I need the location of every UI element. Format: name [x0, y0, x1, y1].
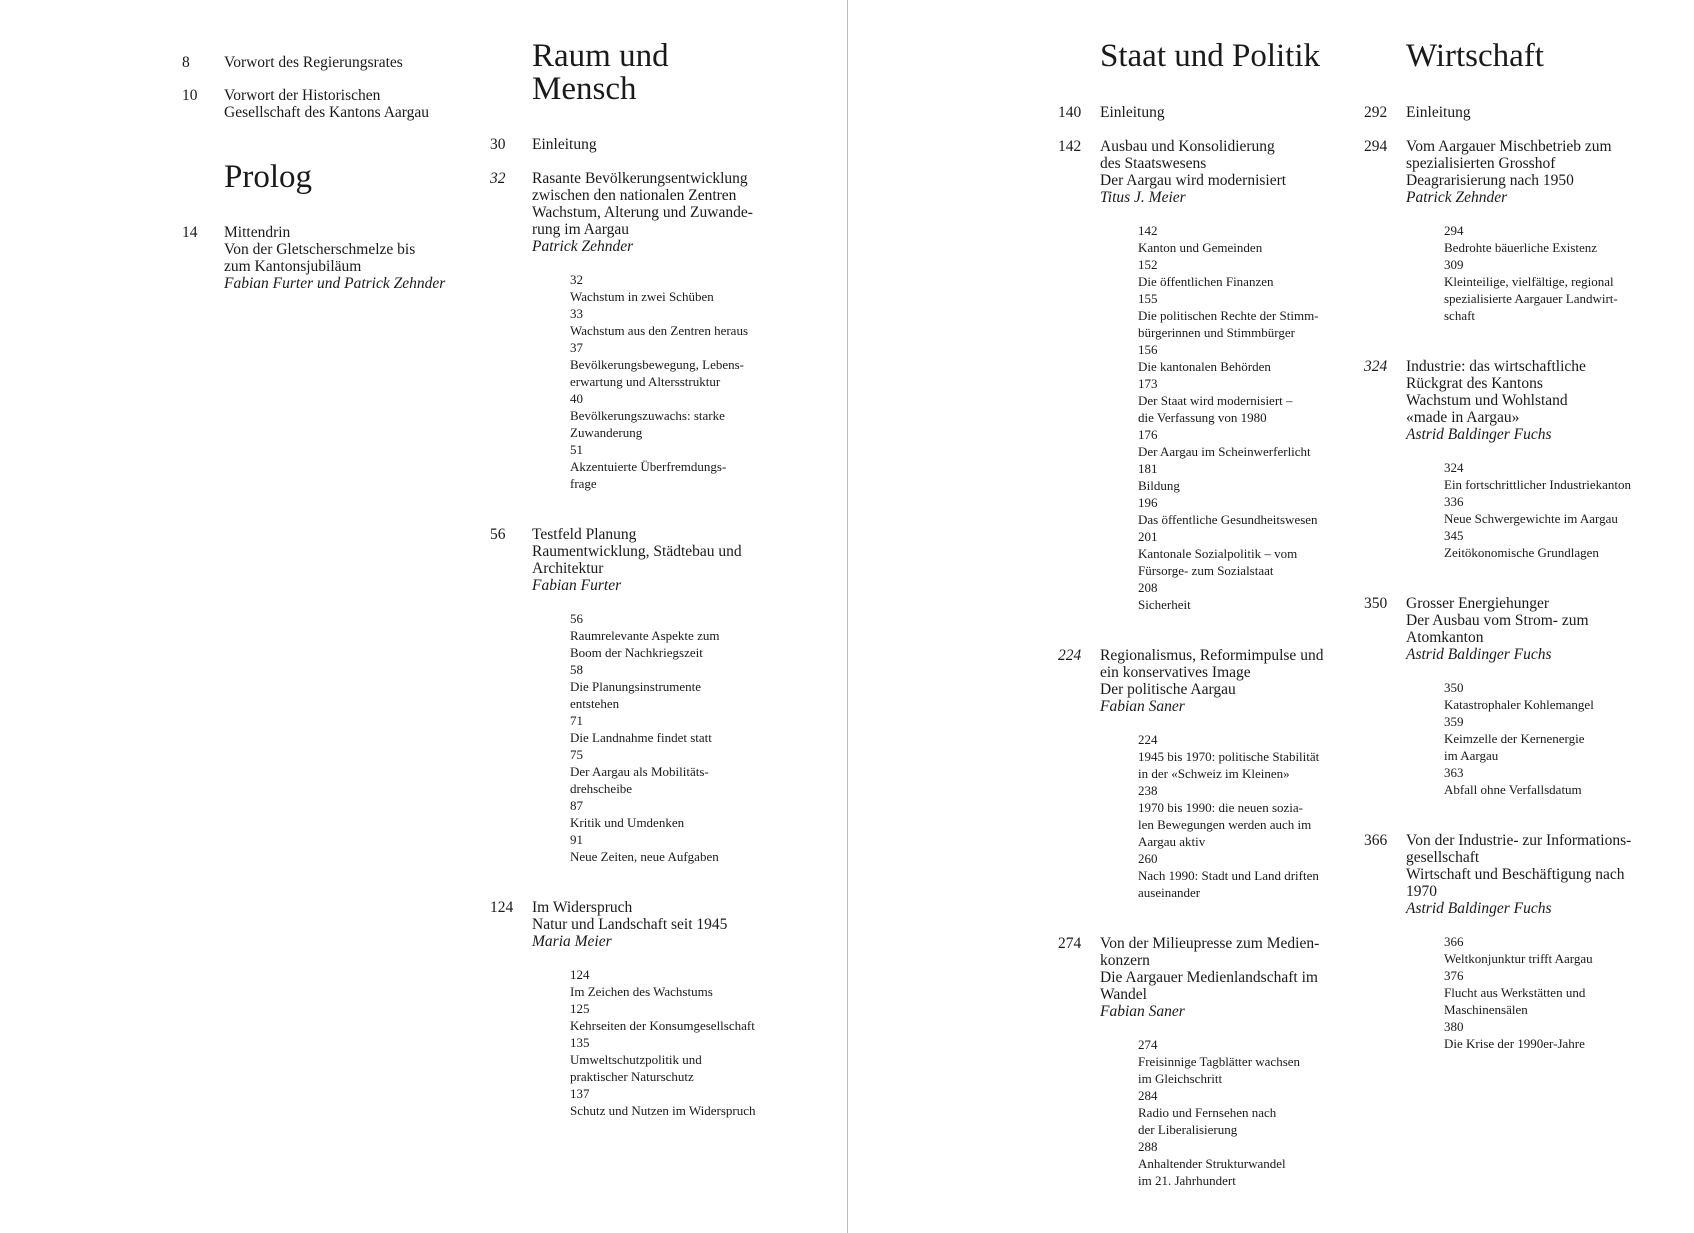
subsection-item[interactable]: 137 Schutz und Nutzen im Widerspruch: [570, 1086, 756, 1118]
subsection-item[interactable]: 155 Die politischen Rechte der Stimm- bürgerinnen und Stimmbürger: [1138, 291, 1319, 340]
subsection-item[interactable]: 58 Die Planungsinstrumente entstehen: [570, 662, 702, 711]
subsection-item[interactable]: 260 Nach 1990: Stadt und Land driften auseinander: [1138, 851, 1319, 900]
subsection-list: [1444, 933, 1668, 1052]
subsection-item[interactable]: 37 Bevölkerungsbewegung, Lebens- erwartung und Altersstruktur: [570, 340, 745, 389]
subsection-item[interactable]: 173 Der Staat wird modernisiert – die Verfassung von 1980: [1138, 376, 1293, 425]
page-number: 56: [490, 526, 506, 543]
section-heading: Staat und Politik: [1100, 38, 1321, 74]
subsection-item[interactable]: 336 Neue Schwergewichte im Aargau: [1444, 494, 1618, 526]
subsection-item[interactable]: 87 Kritik und Umdenken: [570, 798, 685, 830]
subsection-item[interactable]: 75 Der Aargau als Mobilitäts- drehscheibe: [570, 747, 709, 796]
subsection-list: [1444, 222, 1668, 324]
subsection-item[interactable]: 51 Akzentuierte Überfremdungs- frage: [570, 442, 727, 491]
subsection-item[interactable]: 324 Ein fortschrittlicher Industriekanton: [1444, 460, 1632, 492]
subsection-item[interactable]: 156 Die kantonalen Behörden: [1138, 342, 1271, 374]
subsection-item[interactable]: 125 Kehrseiten der Konsumgesellschaft: [570, 1001, 755, 1033]
column-prolog: [182, 0, 474, 292]
subsection-list: [1138, 731, 1360, 901]
subsection-item[interactable]: 181 Bildung: [1138, 461, 1180, 493]
entry-author: Maria Meier: [532, 933, 612, 950]
subsection-list: [1138, 1036, 1360, 1189]
subsection-item[interactable]: 196 Das öffentliche Gesundheitswesen: [1138, 495, 1318, 527]
subsection-list: [1444, 679, 1668, 798]
entry-title: Rasante Bevölkerungsentwicklung zwischen den nationalen Zentren Wachstum, Alterung und Zuwande- rung im Aargau: [532, 170, 753, 238]
entry-title: Von der Milieupresse zum Medien- konzern Die Aargauer Medienlandschaft im Wandel: [1100, 935, 1320, 1003]
subsection-item[interactable]: 32 Wachstum in zwei Schüben: [570, 272, 714, 304]
subsection-item[interactable]: 274 Freisinnige Tagblätter wachsen im Gleichschritt: [1138, 1037, 1301, 1086]
subsection-item[interactable]: 142 Kanton und Gemeinden: [1138, 223, 1263, 255]
entry-title: Einleitung: [532, 136, 597, 153]
subsection-item[interactable]: 91 Neue Zeiten, neue Aufgaben: [570, 832, 719, 864]
subsection-list: [1138, 222, 1360, 613]
column-wirtschaft: [1364, 0, 1668, 1052]
toc-entry[interactable]: [182, 87, 474, 121]
subsection-item[interactable]: 135 Umweltschutzpolitik und praktischer Naturschutz: [570, 1035, 702, 1084]
entry-title: Testfeld Planung Raumentwicklung, Städtebau und Architektur: [532, 526, 742, 577]
subsection-item[interactable]: 33 Wachstum aus den Zentren heraus: [570, 306, 749, 338]
subsection-item[interactable]: 294 Bedrohte bäuerliche Existenz: [1444, 223, 1598, 255]
subsection-item[interactable]: 363 Abfall ohne Verfallsdatum: [1444, 765, 1582, 797]
subsection-item[interactable]: 56 Raumrelevante Aspekte zum Boom der Nachkriegszeit: [570, 611, 720, 660]
entry-title: Regionalismus, Reformimpulse und ein konservatives Image Der politische Aargau: [1100, 647, 1324, 698]
entry-author: Astrid Baldinger Fuchs: [1406, 426, 1552, 443]
column-raum-und-mensch: [490, 0, 802, 1119]
entry-author: Fabian Furter und Patrick Zehnder: [224, 275, 446, 292]
entry-author: Fabian Saner: [1100, 698, 1185, 715]
subsection-list: [570, 610, 802, 865]
section-heading: Raum und Mensch: [532, 38, 669, 107]
entry-title: Einleitung: [1406, 104, 1471, 121]
subsection-list: [570, 966, 802, 1119]
entry-title: Vorwort der Historischen Gesellschaft des Kantons Aargau: [224, 87, 430, 121]
subsection-item[interactable]: 238 1970 bis 1990: die neuen sozia- len Bewegungen werden auch im Aargau aktiv: [1138, 783, 1312, 849]
toc-entry[interactable]: [1364, 104, 1668, 121]
page-number: 324: [1364, 358, 1388, 375]
toc-entry[interactable]: [490, 899, 802, 1119]
subsection-item[interactable]: 201 Kantonale Sozialpolitik – vom Fürsorge- zum Sozialstaat: [1138, 529, 1298, 578]
entry-title: Mittendrin Von der Gletscherschmelze bis zum Kantonsjubiläum: [224, 224, 416, 275]
page-number: 366: [1364, 832, 1388, 849]
toc-entry[interactable]: [1058, 935, 1360, 1189]
page-number: 274: [1058, 935, 1082, 952]
toc-entry[interactable]: [490, 136, 802, 153]
entry-author: Fabian Furter: [532, 577, 622, 594]
page-number: 32: [490, 170, 506, 187]
subsection-item[interactable]: 284 Radio und Fernsehen nach der Liberalisierung: [1138, 1088, 1277, 1137]
toc-entry[interactable]: [1364, 358, 1668, 561]
entry-author: Patrick Zehnder: [1406, 189, 1508, 206]
page-divider: [847, 0, 848, 1233]
toc-entry[interactable]: [182, 224, 474, 292]
toc-entry[interactable]: [1058, 138, 1360, 613]
subsection-item[interactable]: 309 Kleinteilige, vielfältige, regional spezialisierte Aargauer Landwirt- schaft: [1444, 257, 1618, 323]
entry-title: Vorwort des Regierungsrates: [224, 54, 403, 71]
entry-title: Von der Industrie- zur Informations- gesellschaft Wirtschaft und Beschäftigung nach 1970: [1406, 832, 1632, 900]
toc-entry[interactable]: [1364, 595, 1668, 798]
subsection-item[interactable]: 350 Katastrophaler Kohlemangel: [1444, 680, 1594, 712]
subsection-item[interactable]: 224 1945 bis 1970: politische Stabilität in der «Schweiz im Kleinen»: [1138, 732, 1320, 781]
toc-entry[interactable]: [1364, 138, 1668, 324]
toc-entry[interactable]: [1058, 104, 1360, 121]
subsection-item[interactable]: 376 Flucht aus Werkstätten und Maschinensälen: [1444, 968, 1586, 1017]
page-number: 294: [1364, 138, 1388, 155]
toc-entry[interactable]: [1364, 832, 1668, 1052]
entry-title: Vom Aargauer Mischbetrieb zum spezialisierten Grosshof Deagrarisierung nach 1950: [1406, 138, 1612, 189]
page-number: 10: [182, 87, 198, 104]
toc-entry[interactable]: [1058, 647, 1360, 901]
subsection-item[interactable]: 366 Weltkonjunktur trifft Aargau: [1444, 934, 1593, 966]
subsection-list: [1444, 459, 1668, 561]
entry-author: Astrid Baldinger Fuchs: [1406, 646, 1552, 663]
subsection-item[interactable]: 71 Die Landnahme findet statt: [570, 713, 712, 745]
entry-author: Patrick Zehnder: [532, 238, 634, 255]
subsection-item[interactable]: 40 Bevölkerungszuwachs: starke Zuwanderung: [570, 391, 725, 440]
toc-entry[interactable]: [490, 170, 802, 492]
entry-title: Grosser Energiehunger Der Ausbau vom Strom- zum Atomkanton: [1406, 595, 1589, 646]
subsection-item[interactable]: 359 Keimzelle der Kernenergie im Aargau: [1444, 714, 1585, 763]
subsection-item[interactable]: 152 Die öffentlichen Finanzen: [1138, 257, 1274, 289]
column-staat-und-politik: [1058, 0, 1360, 1189]
section-heading: Prolog: [224, 159, 313, 195]
entry-title: Einleitung: [1100, 104, 1165, 121]
subsection-item[interactable]: 345 Zeitökonomische Grundlagen: [1444, 528, 1599, 560]
toc-entry[interactable]: [182, 54, 474, 71]
page-number: 292: [1364, 104, 1388, 121]
page-number: 124: [490, 899, 514, 916]
subsection-item[interactable]: 176 Der Aargau im Scheinwerferlicht: [1138, 427, 1311, 459]
subsection-list: [570, 271, 802, 492]
page-number: 224: [1058, 647, 1082, 664]
page-number: 14: [182, 224, 198, 241]
page-number: 30: [490, 136, 506, 153]
subsection-item[interactable]: 208 Sicherheit: [1138, 580, 1191, 612]
toc-entry[interactable]: [490, 526, 802, 865]
entry-title: Im Widerspruch Natur und Landschaft seit 1945: [532, 899, 728, 933]
subsection-item[interactable]: 288 Anhaltender Strukturwandel im 21. Jahrhundert: [1138, 1139, 1286, 1188]
entry-title: Industrie: das wirtschaftliche Rückgrat des Kantons Wachstum und Wohlstand «made in Aargau»: [1406, 358, 1586, 426]
page-number: 8: [182, 54, 190, 71]
entry-author: Astrid Baldinger Fuchs: [1406, 900, 1552, 917]
page-number: 140: [1058, 104, 1082, 121]
entry-title: Ausbau und Konsolidierung des Staatswesens Der Aargau wird modernisiert: [1100, 138, 1287, 189]
subsection-item[interactable]: 124 Im Zeichen des Wachstums: [570, 967, 713, 999]
page-number: 350: [1364, 595, 1388, 612]
entry-author: Titus J. Meier: [1100, 189, 1186, 206]
section-heading: Wirtschaft: [1406, 38, 1544, 74]
page-number: 142: [1058, 138, 1082, 155]
subsection-item[interactable]: 380 Die Krise der 1990er-Jahre: [1444, 1019, 1585, 1051]
entry-author: Fabian Saner: [1100, 1003, 1185, 1020]
